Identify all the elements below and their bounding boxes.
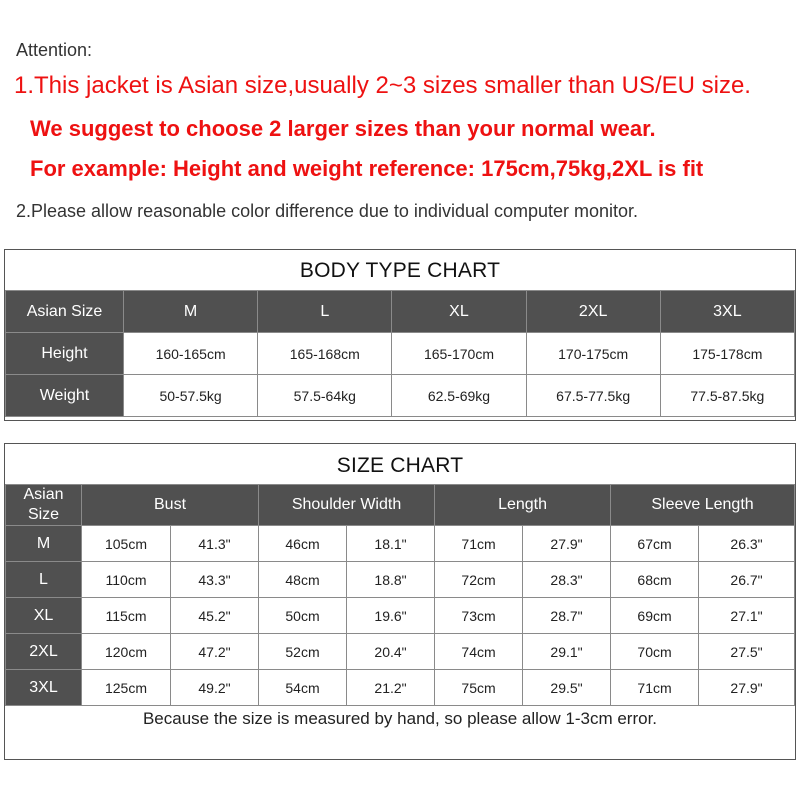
row-label: M	[6, 526, 82, 562]
table-cell: 175-178cm	[660, 333, 794, 375]
table-cell: 74cm	[435, 634, 523, 670]
table-cell: 29.5"	[523, 670, 611, 706]
asian-size-warning: 1.This jacket is Asian size,usually 2~3 sizes smaller than US/EU size.	[14, 72, 751, 99]
table-cell: 67cm	[611, 526, 699, 562]
table-row	[6, 562, 795, 598]
header-cell: Asian Size	[6, 291, 124, 333]
table-row	[6, 375, 795, 417]
row-label: 2XL	[6, 634, 82, 670]
table-cell: 27.1"	[699, 598, 795, 634]
body-type-chart-title: BODY TYPE CHART	[299, 259, 501, 282]
table-cell: 45.2"	[171, 598, 259, 634]
table-cell: 71cm	[611, 670, 699, 706]
header-cell: 3XL	[660, 291, 794, 333]
table-cell: 72cm	[435, 562, 523, 598]
header-cell: L	[258, 291, 392, 333]
table-cell: 165-170cm	[392, 333, 526, 375]
table-cell: 54cm	[259, 670, 347, 706]
table-cell: 29.1"	[523, 634, 611, 670]
table-cell: 120cm	[82, 634, 171, 670]
header-cell: Asian Size	[6, 485, 82, 526]
table-cell: 27.9"	[523, 526, 611, 562]
table-cell: 19.6"	[347, 598, 435, 634]
body-type-table	[5, 290, 795, 417]
body-type-header-row	[6, 291, 795, 333]
table-cell: 68cm	[611, 562, 699, 598]
row-label: 3XL	[6, 670, 82, 706]
measurement-error-note: Because the size is measured by hand, so please allow 1-3cm error.	[142, 709, 658, 728]
row-label: L	[6, 562, 82, 598]
header-cell: Length	[435, 485, 611, 526]
row-label: Weight	[6, 375, 124, 417]
table-row	[6, 333, 795, 375]
header-cell: Bust	[82, 485, 259, 526]
table-cell: 50cm	[259, 598, 347, 634]
table-cell: 62.5-69kg	[392, 375, 526, 417]
table-cell: 20.4"	[347, 634, 435, 670]
table-row	[6, 598, 795, 634]
header-cell: Shoulder Width	[259, 485, 435, 526]
size-header-row	[6, 485, 795, 526]
table-cell: 48cm	[259, 562, 347, 598]
table-cell: 49.2"	[171, 670, 259, 706]
table-cell: 26.7"	[699, 562, 795, 598]
table-cell: 73cm	[435, 598, 523, 634]
table-cell: 170-175cm	[526, 333, 660, 375]
header-cell: Sleeve Length	[611, 485, 795, 526]
color-difference-note: 2.Please allow reasonable color difference due to individual computer monitor.	[16, 201, 639, 221]
row-label: XL	[6, 598, 82, 634]
table-cell: 43.3"	[171, 562, 259, 598]
table-cell: 115cm	[82, 598, 171, 634]
header-cell: 2XL	[526, 291, 660, 333]
attention-label: Attention:	[16, 40, 93, 60]
table-cell: 28.3"	[523, 562, 611, 598]
size-table	[5, 484, 795, 706]
table-cell: 27.5"	[699, 634, 795, 670]
table-cell: 28.7"	[523, 598, 611, 634]
table-cell: 18.8"	[347, 562, 435, 598]
table-cell: 165-168cm	[258, 333, 392, 375]
size-suggestion: We suggest to choose 2 larger sizes than your normal wear.	[30, 116, 656, 141]
table-cell: 69cm	[611, 598, 699, 634]
table-row	[6, 526, 795, 562]
table-cell: 26.3"	[699, 526, 795, 562]
table-cell: 125cm	[82, 670, 171, 706]
body-type-chart	[4, 249, 796, 421]
table-cell: 46cm	[259, 526, 347, 562]
fit-example: For example: Height and weight reference: 175cm,75kg,2XL is fit	[30, 156, 704, 181]
table-cell: 47.2"	[171, 634, 259, 670]
row-label: Height	[6, 333, 124, 375]
table-cell: 41.3"	[171, 526, 259, 562]
table-cell: 57.5-64kg	[258, 375, 392, 417]
table-cell: 160-165cm	[124, 333, 258, 375]
size-chart-title: SIZE CHART	[336, 454, 464, 477]
size-chart	[4, 443, 796, 760]
table-row	[6, 634, 795, 670]
header-cell: XL	[392, 291, 526, 333]
table-cell: 18.1"	[347, 526, 435, 562]
table-cell: 77.5-87.5kg	[660, 375, 794, 417]
table-row	[6, 670, 795, 706]
table-cell: 50-57.5kg	[124, 375, 258, 417]
table-cell: 67.5-77.5kg	[526, 375, 660, 417]
table-cell: 75cm	[435, 670, 523, 706]
table-cell: 110cm	[82, 562, 171, 598]
table-cell: 70cm	[611, 634, 699, 670]
table-cell: 21.2"	[347, 670, 435, 706]
table-cell: 27.9"	[699, 670, 795, 706]
table-cell: 71cm	[435, 526, 523, 562]
table-cell: 105cm	[82, 526, 171, 562]
table-cell: 52cm	[259, 634, 347, 670]
header-cell: M	[124, 291, 258, 333]
